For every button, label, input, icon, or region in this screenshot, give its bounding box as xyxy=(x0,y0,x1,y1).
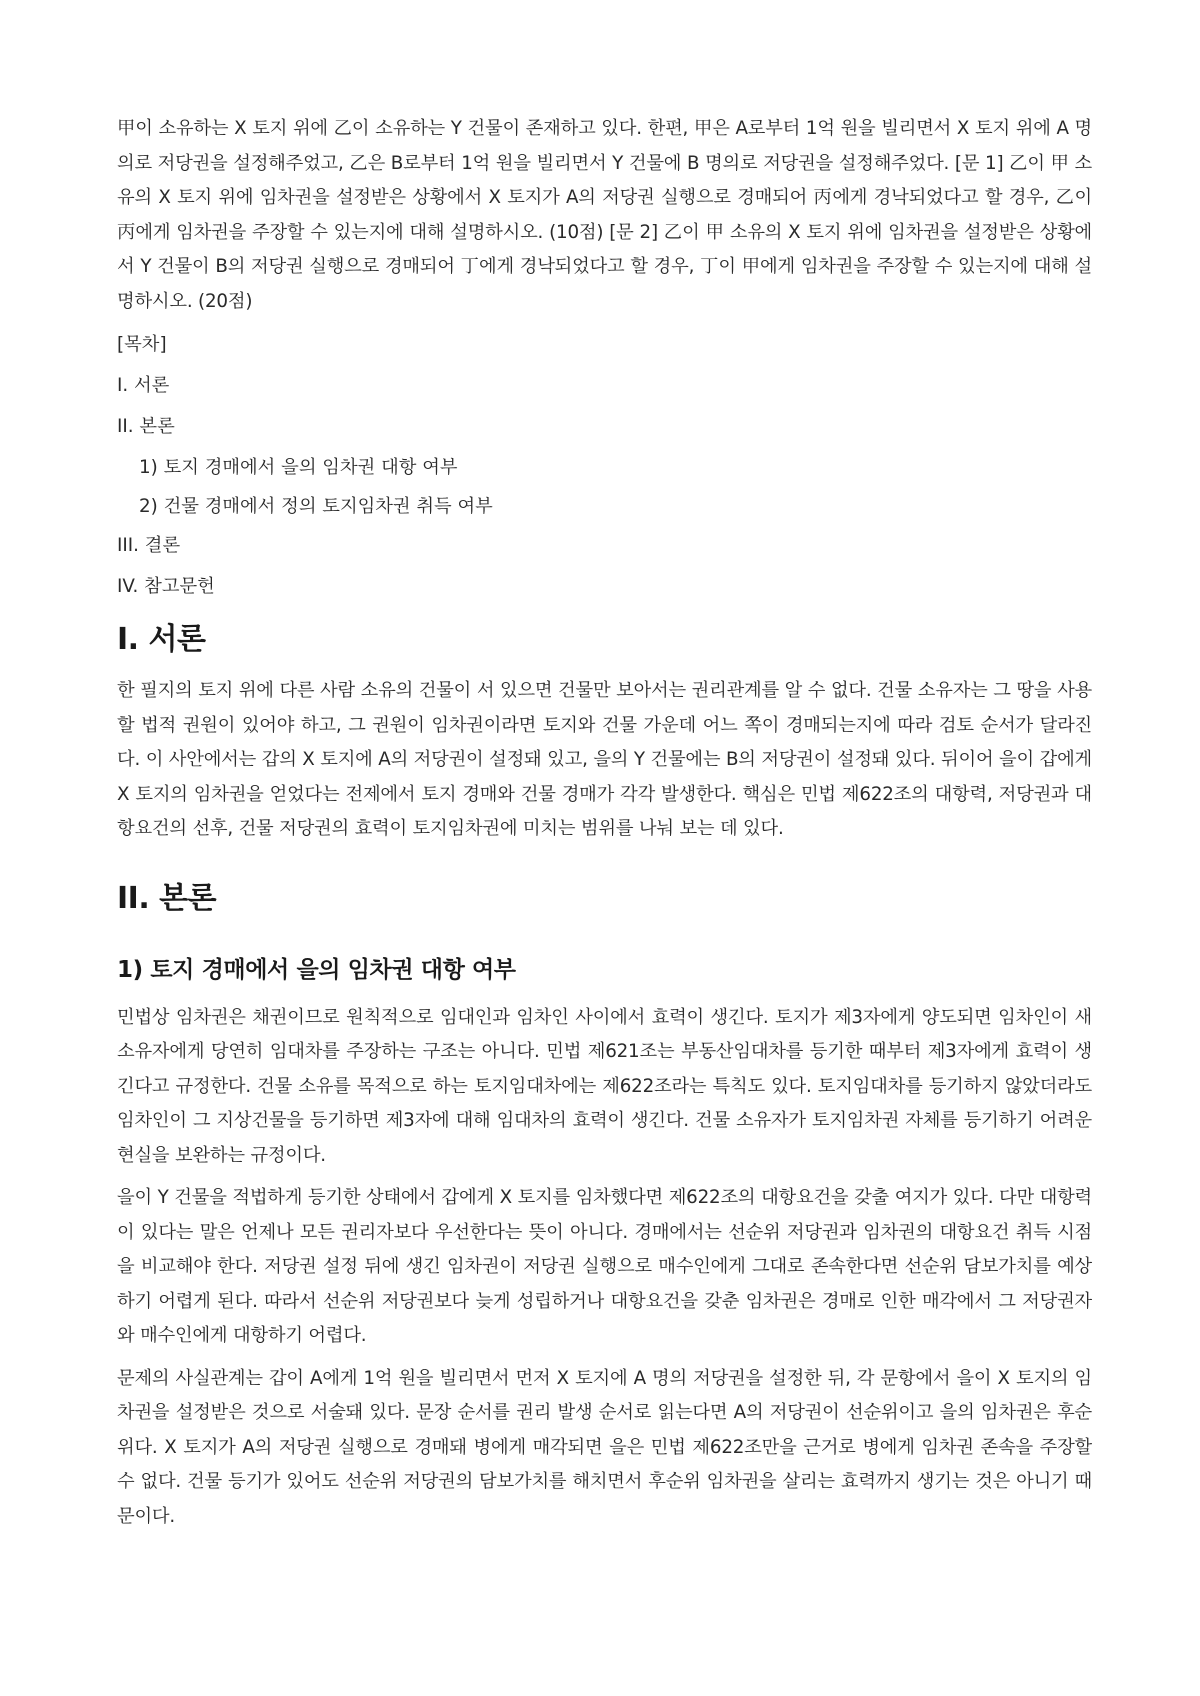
land-auction-paragraph-3: 문제의 사실관계는 갑이 A에게 1억 원을 빌리면서 먼저 X 토지에 A 명의 저당권을 설정한 뒤, 각 문항에서 을이 X 토지의 임차권을 설정받은 것으로 서술돼 있다. 문장 순서를 권리 발생 순서로 읽는다면 A의 저당권이 선순위이고 을의 임차권은 후순위다. X 토지가 A의 저당권 실행으로 경매돼 병에게 매각되면 을은 민법 제622조만을 근거로 병에게 임차권 존속을 주장할 수 없다. 건물 등기가 있어도 선순위 저당권의 담보가치를 해치면서 후순위 임차권을 살리는 효력까지 생기는 것은 아니기 때문이다. xyxy=(117,1367,1092,1527)
subsection-heading-land-auction: 1) 토지 경매에서 을의 임차권 대항 여부 xyxy=(117,956,516,983)
section-heading-main-body: II. 본론 xyxy=(117,880,217,916)
toc-title: [목차] xyxy=(117,334,167,355)
problem-statement: 甲이 소유하는 X 토지 위에 乙이 소유하는 Y 건물이 존재하고 있다. 한편, 甲은 A로부터 1억 원을 빌리면서 X 토지 위에 A 명의로 저당권을 설정해주었고, 乙은 B로부터 1억 원을 빌리면서 Y 건물에 B 명의로 저당권을 설정해주었다. [문 1] 乙이 甲 소유의 X 토지 위에 임차권을 설정받은 상황에서 X 토지가 A의 저당권 실행으로 경매되어 丙에게 경낙되었다고 할 경우, 乙이 丙에게 임차권을 주장할 수 있는지에 대해 설명하시오. (10점) [문 2] 乙이 甲 소유의 X 토지 위에 임차권을 설정받은 상황에서 Y 건물이 B의 저당권 실행으로 경매되어 丁에게 경낙되었다고 할 경우, 丁이 甲에게 임차권을 주장할 수 있는지에 대해 설명하시오. (20점) xyxy=(117,118,1092,312)
toc-item-land-auction: 1) 토지 경매에서 을의 임차권 대항 여부 xyxy=(139,457,458,478)
land-auction-paragraph-1: 민법상 임차권은 채권이므로 원칙적으로 임대인과 임차인 사이에서 효력이 생긴다. 토지가 제3자에게 양도되면 임차인이 새 소유자에게 당연히 임대차를 주장하는 구조는 아니다. 민법 제621조는 부동산임대차를 등기한 때부터 제3자에게 효력이 생긴다고 규정한다. 건물 소유를 목적으로 하는 토지임대차에는 제622조라는 특칙도 있다. 토지임대차를 등기하지 않았더라도 임차인이 그 지상건물을 등기하면 제3자에 대해 임대차의 효력이 생긴다. 건물 소유자가 토지임차권 자체를 등기하기 어려운 현실을 보완하는 규정이다. xyxy=(117,1006,1092,1166)
toc-item-conclusion: III. 결론 xyxy=(117,535,181,556)
land-auction-paragraph-2: 을이 Y 건물을 적법하게 등기한 상태에서 갑에게 X 토지를 임차했다면 제622조의 대항요건을 갖출 여지가 있다. 다만 대항력이 있다는 말은 언제나 모든 권리자보다 우선한다는 뜻이 아니다. 경매에서는 선순위 저당권과 임차권의 대항요건 취득 시점을 비교해야 한다. 저당권 설정 뒤에 생긴 임차권이 저당권 실행으로 매수인에게 그대로 존속한다면 선순위 담보가치를 예상하기 어렵게 된다. 따라서 선순위 저당권보다 늦게 성립하거나 대항요건을 갖춘 임차권은 경매로 인한 매각에서 그 저당권자와 매수인에게 대항하기 어렵다. xyxy=(117,1187,1092,1346)
section-heading-introduction: I. 서론 xyxy=(117,622,206,657)
toc-item-building-auction: 2) 건물 경매에서 정의 토지임차권 취득 여부 xyxy=(139,496,493,517)
toc-item-references: IV. 참고문헌 xyxy=(117,576,215,597)
toc-item-main-body: II. 본론 xyxy=(117,416,175,437)
introduction-paragraph: 한 필지의 토지 위에 다른 사람 소유의 건물이 서 있으면 건물만 보아서는 권리관계를 알 수 없다. 건물 소유자는 그 땅을 사용할 법적 권원이 있어야 하고, 그 권원이 임차권이라면 토지와 건물 가운데 어느 쪽이 경매되는지에 따라 검토 순서가 달라진다. 이 사안에서는 갑의 X 토지에 A의 저당권이 설정돼 있고, 을의 Y 건물에는 B의 저당권이 설정돼 있다. 뒤이어 을이 갑에게 X 토지의 임차권을 얻었다는 전제에서 토지 경매와 건물 경매가 각각 발생한다. 핵심은 민법 제622조의 대항력, 저당권과 대항요건의 선후, 건물 저당권의 효력이 토지임차권에 미치는 범위를 나눠 보는 데 있다. xyxy=(117,680,1092,839)
table-of-contents xyxy=(117,332,1092,600)
toc-item-introduction: I. 서론 xyxy=(117,375,170,396)
